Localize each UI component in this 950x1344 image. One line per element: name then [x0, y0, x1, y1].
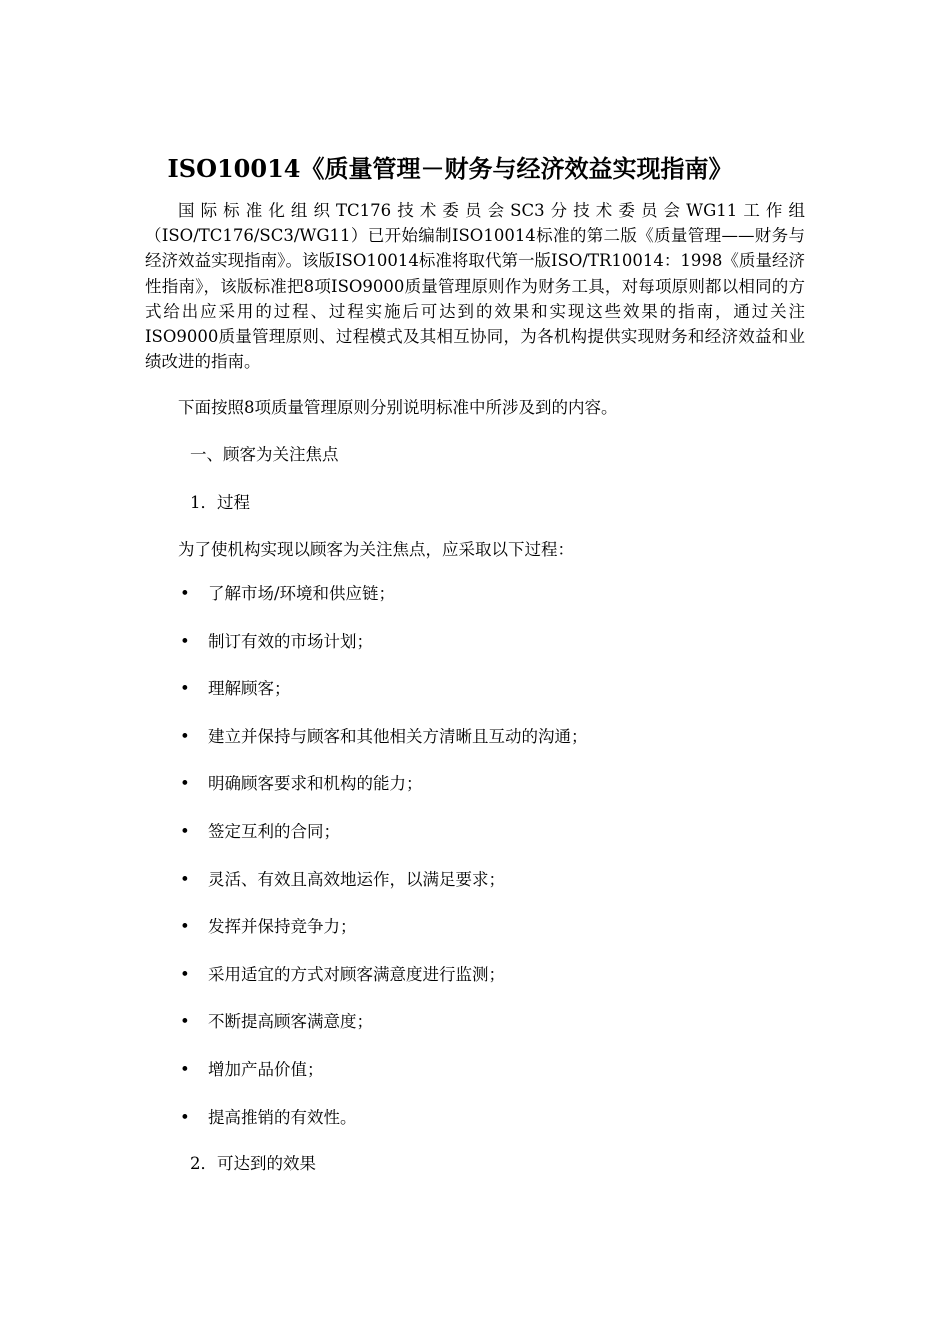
list-item-text: 签定互利的合同； — [208, 821, 340, 841]
bullet-icon: • — [180, 821, 190, 841]
list-item — [180, 963, 588, 1011]
list-item — [180, 772, 588, 820]
list-item-text: 发挥并保持竞争力； — [208, 917, 357, 937]
list-item-text: 理解顾客； — [208, 679, 291, 699]
list-item — [180, 725, 588, 773]
list-item — [180, 677, 588, 725]
list-item-text: 灵活、有效且高效地运作，以满足要求； — [208, 869, 505, 889]
list-item — [180, 820, 588, 868]
intro-paragraph: 国际标准化组织TC176技术委员会SC3分技术委员会WG11工作组（ISO/TC176/SC3/WG11）已开始编制ISO10014标准的第二版《质量管理——财务与经济效益实现指南》。该版ISO10014标准将取代第一版ISO/TR10014：1998《质量经济性指南》，该版标准把8项ISO9000质量管理原则作为财务工具，对每项原则都以相同的方式给出应采用的过程、过程实施后可达到的效果和实现这些效果的指南，通过关注ISO9000质量管理原则、过程模式及其相互协同，为各机构提供实现财务和经济效益和业绩改进的指南。 — [145, 201, 805, 372]
list-item-text: 采用适宜的方式对顾客满意度进行监测； — [208, 964, 505, 984]
bullet-icon: • — [180, 584, 190, 603]
process-list — [180, 582, 588, 1153]
bullet-icon: • — [180, 1107, 190, 1127]
bullet-icon: • — [180, 964, 190, 984]
bullet-icon: • — [180, 869, 190, 889]
bullet-icon: • — [180, 774, 190, 794]
list-item — [180, 1058, 588, 1106]
process-intro-text: 为了使机构实现以顾客为关注焦点，应采取以下过程： — [178, 540, 574, 559]
subsection-heading-effects: 2．可达到的效果 — [190, 1154, 316, 1173]
list-item — [180, 868, 588, 916]
list-item — [180, 1106, 588, 1154]
bullet-icon: • — [180, 1059, 190, 1079]
list-item-text: 提高推销的有效性。 — [208, 1107, 357, 1127]
list-item — [180, 582, 588, 630]
subsection-heading-process: 1．过程 — [190, 493, 250, 512]
section-heading-customer-focus: 一、顾客为关注焦点 — [190, 445, 339, 464]
bullet-icon: • — [180, 917, 190, 937]
bullet-icon: • — [180, 726, 190, 746]
list-item-text: 不断提高顾客满意度； — [208, 1012, 373, 1032]
list-item-text: 了解市场/环境和供应链； — [208, 584, 396, 603]
list-item-text: 明确顾客要求和机构的能力； — [208, 774, 423, 794]
list-item-text: 增加产品价值； — [208, 1059, 324, 1079]
bullet-icon: • — [180, 1012, 190, 1032]
list-item — [180, 915, 588, 963]
list-item — [180, 1010, 588, 1058]
list-item-text: 建立并保持与顾客和其他相关方清晰且互动的沟通； — [208, 726, 588, 746]
list-item — [180, 630, 588, 678]
list-item-text: 制订有效的市场计划； — [208, 631, 373, 651]
lead-in-paragraph: 下面按照8项质量管理原则分别说明标准中所涉及到的内容。 — [178, 398, 618, 417]
bullet-icon: • — [180, 631, 190, 651]
bullet-icon: • — [180, 679, 190, 699]
document-title: ISO10014《质量管理－财务与经济效益实现指南》 — [167, 154, 733, 184]
